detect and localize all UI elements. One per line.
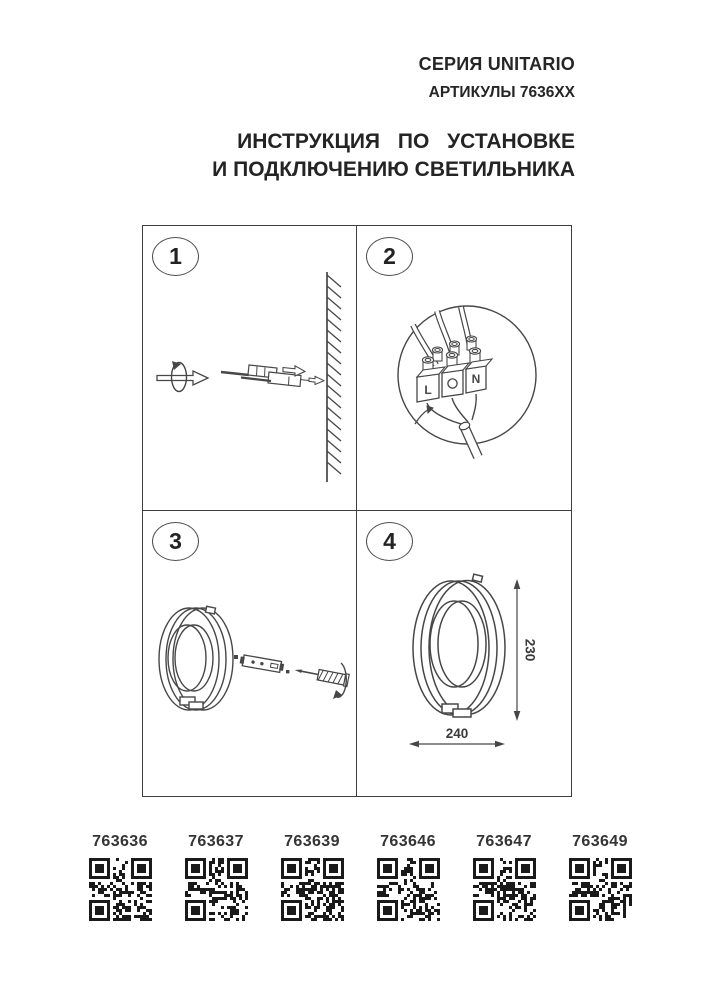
- wall-hatching: [327, 272, 341, 482]
- instruction-grid: [142, 225, 572, 797]
- qr-code: [281, 858, 344, 921]
- article-item: [180, 833, 252, 921]
- qr-code: [473, 858, 536, 921]
- article-code: 763636: [92, 833, 148, 850]
- header: [212, 54, 575, 184]
- series-name: СЕРИЯ UNITARIO: [418, 54, 575, 74]
- qr-code: [377, 858, 440, 921]
- pointer-arrow-icon: [415, 409, 429, 424]
- title-line-1: ИНСТРУКЦИЯ ПО УСТАНОВКЕ: [237, 130, 575, 153]
- article-code: 763637: [188, 833, 244, 850]
- dimension-height: [514, 579, 538, 721]
- ring-fixture: [413, 574, 505, 717]
- terminal-label-neutral: N: [471, 372, 481, 386]
- qr-code: [89, 858, 152, 921]
- step-2-panel: [357, 226, 571, 511]
- article-item: [564, 833, 636, 921]
- article-list: [84, 833, 636, 921]
- article-code: 763647: [476, 833, 532, 850]
- mounting-bracket: [234, 654, 285, 672]
- step-2-number: 2: [366, 237, 413, 276]
- step-3-panel: [143, 511, 357, 796]
- article-item: [276, 833, 348, 921]
- step-1-panel: [143, 226, 357, 511]
- width-dimension-label: 240: [445, 726, 469, 741]
- article-code: 763649: [572, 833, 628, 850]
- step-3-number: 3: [152, 522, 199, 561]
- article-item: [372, 833, 444, 921]
- push-arrow-icon: [309, 376, 324, 384]
- article-item: [468, 833, 540, 921]
- terminal-label-live: L: [424, 383, 432, 397]
- page-title: [212, 128, 575, 184]
- step-4-number: 4: [366, 522, 413, 561]
- dimension-width: [409, 726, 505, 747]
- supply-cable: [415, 394, 478, 457]
- step-1-number: 1: [152, 237, 199, 276]
- mounting-screw: [286, 663, 349, 699]
- article-code: 763646: [380, 833, 436, 850]
- screw-rotation-icon: [157, 361, 208, 392]
- qr-code: [185, 858, 248, 921]
- article-code: 763639: [284, 833, 340, 850]
- articles-range: АРТИКУЛЫ 7636XX: [428, 84, 575, 101]
- ring-fixture: [159, 606, 233, 710]
- anchor-icon: [221, 365, 324, 387]
- qr-code: [569, 858, 632, 921]
- article-item: [84, 833, 156, 921]
- step-4-panel: [357, 511, 571, 796]
- height-dimension-label: 230: [522, 638, 538, 662]
- title-line-2: И ПОДКЛЮЧЕНИЮ СВЕТИЛЬНИКА: [212, 158, 575, 181]
